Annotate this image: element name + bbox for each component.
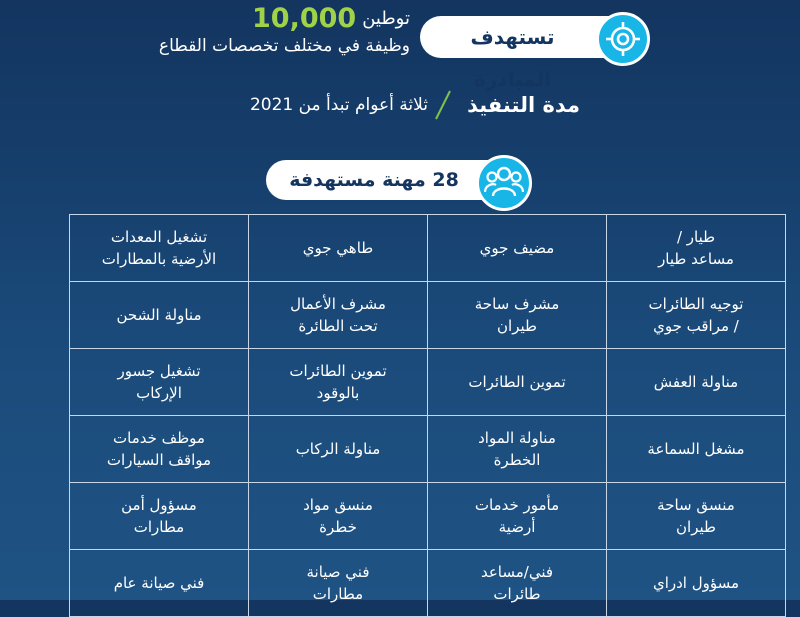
professions-pill (266, 160, 526, 200)
table-cell: منسق مواد خطرة (249, 483, 428, 550)
table-cell: مضيف جوي (428, 215, 607, 282)
professions-table (69, 214, 786, 617)
table-cell: تموين الطائرات (428, 349, 607, 416)
table-row (70, 349, 786, 416)
table-cell: منسق ساحة طيران (607, 483, 786, 550)
table-cell: فني/مساعد طائرات (428, 550, 607, 617)
table-cell: موظف خدمات مواقف السيارات (70, 416, 249, 483)
professions-table-wrap (69, 214, 745, 617)
duration-value: ثلاثة أعوام تبدأ من 2021 (249, 95, 428, 115)
target-pill (420, 16, 644, 91)
target-count-word: توطين (362, 8, 410, 29)
table-cell: مشرف ساحة طيران (428, 282, 607, 349)
target-count-number: 10,000 (252, 3, 357, 34)
table-cell: طيار / مساعد طيار (607, 215, 786, 282)
target-pill-label: تستهدف المبادرة (470, 25, 555, 91)
table-row (70, 550, 786, 617)
table-row (70, 215, 786, 282)
table-cell: تموين الطائرات بالوقود (249, 349, 428, 416)
table-cell: مأمور خدمات أرضية (428, 483, 607, 550)
table-cell: مناولة المواد الخطرة (428, 416, 607, 483)
target-icon (596, 12, 650, 66)
table-row (70, 416, 786, 483)
table-cell: فني صيانة عام (70, 550, 249, 617)
slash-divider-icon (432, 89, 454, 121)
table-cell: مشرف الأعمال تحت الطائرة (249, 282, 428, 349)
table-cell: توجيه الطائرات / مراقب جوي (607, 282, 786, 349)
table-cell: فني صيانة مطارات (249, 550, 428, 617)
table-cell: تشغيل المعدات الأرضية بالمطارات (70, 215, 249, 282)
table-cell: مسؤول أمن مطارات (70, 483, 249, 550)
table-cell: طاهي جوي (249, 215, 428, 282)
table-cell: مسؤول ادراي (607, 550, 786, 617)
people-group-icon (476, 155, 532, 211)
target-count-description: وظيفة في مختلف تخصصات القطاع (158, 36, 410, 56)
table-cell: مناولة العفش (607, 349, 786, 416)
table-cell: مناولة الشحن (70, 282, 249, 349)
duration-label: مدة التنفيذ (467, 93, 580, 117)
table-row (70, 483, 786, 550)
table-cell: تشغيل جسور الإركاب (70, 349, 249, 416)
table-cell: مشغل السماعة (607, 416, 786, 483)
table-row (70, 282, 786, 349)
professions-header: 28 مهنة مستهدفة (289, 169, 459, 191)
target-count-line (170, 2, 410, 36)
duration-row (200, 86, 580, 124)
table-cell: مناولة الركاب (249, 416, 428, 483)
